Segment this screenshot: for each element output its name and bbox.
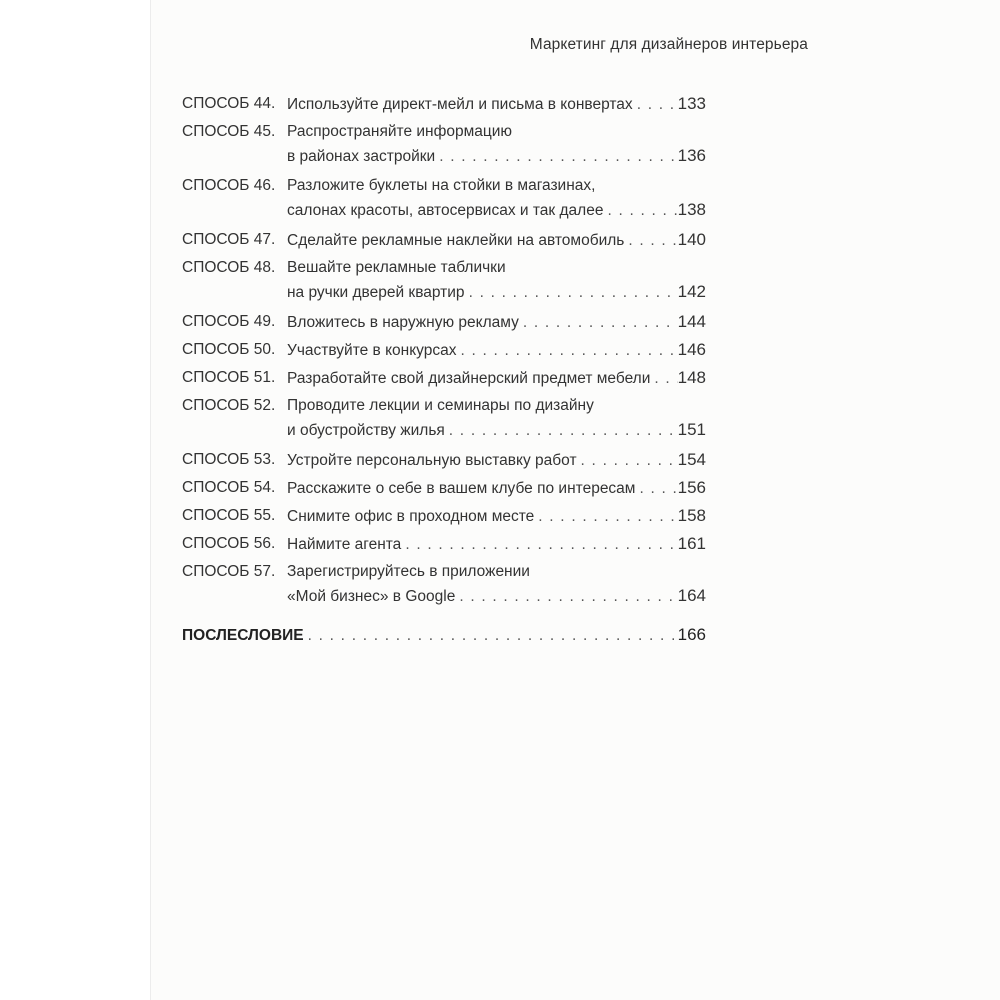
toc-entry-page-number: 136 — [677, 146, 706, 165]
toc-entry-last-line — [287, 448, 706, 473]
toc-entry-label: СПОСОБ 55. — [182, 507, 276, 524]
toc-entry-afterword — [182, 623, 706, 648]
toc-entry — [182, 338, 706, 363]
toc-entry-body — [287, 560, 706, 609]
toc-entry-title-line: салонах красоты, автосервисах и так далее — [287, 202, 604, 219]
toc-entry-page-number: 161 — [677, 534, 706, 553]
toc-entry-label: СПОСОБ 49. — [182, 313, 276, 330]
toc-entry-last-line — [287, 228, 706, 253]
dot-leader — [633, 93, 678, 117]
dot-leader — [455, 585, 677, 609]
toc-entry-page-number: 142 — [677, 282, 706, 301]
toc-entry-body — [287, 228, 706, 253]
dot-leader — [577, 449, 678, 473]
dot-leader — [435, 145, 677, 169]
dot-leader — [457, 339, 678, 363]
toc-entry — [182, 532, 706, 557]
toc-entry-body — [287, 366, 706, 391]
toc-entry-page-number: 144 — [677, 312, 706, 331]
dot-leader — [401, 533, 677, 557]
toc-entry-label: СПОСОБ 53. — [182, 451, 276, 468]
toc-entry-last-line — [287, 310, 706, 335]
dot-leader — [519, 311, 678, 335]
toc-entry-label: СПОСОБ 52. — [182, 397, 276, 414]
toc-entry-last-line — [287, 338, 706, 363]
toc-entry-last-line — [287, 198, 706, 223]
dot-leader — [534, 505, 677, 529]
toc-entry — [182, 310, 706, 335]
toc-entry — [182, 120, 706, 169]
table-of-contents — [182, 92, 706, 648]
toc-entry-page-number: 140 — [677, 230, 706, 249]
toc-entry-title-line: Вешайте рекламные таблички — [287, 259, 506, 276]
toc-entry-label: СПОСОБ 47. — [182, 231, 276, 248]
toc-entry — [182, 366, 706, 391]
toc-entry-page-number: 151 — [677, 420, 706, 439]
toc-entry-title-line: Разработайте свой дизайнерский предмет мебели — [287, 370, 651, 387]
afterword-title: ПОСЛЕСЛОВИЕ — [182, 627, 304, 644]
toc-entry — [182, 228, 706, 253]
toc-entry-body — [287, 448, 706, 473]
dot-leader — [445, 419, 678, 443]
toc-entry-body — [287, 394, 706, 443]
toc-entry — [182, 256, 706, 305]
toc-entry-last-line — [287, 584, 706, 609]
toc-entry-label: СПОСОБ 48. — [182, 259, 276, 276]
toc-entry-title-line: Снимите офис в проходном месте — [287, 508, 535, 525]
dot-leader — [624, 229, 677, 253]
toc-entry-title-line: и обустройству жилья — [287, 422, 445, 439]
toc-entry-label: СПОСОБ 44. — [182, 95, 276, 112]
toc-entry — [182, 448, 706, 473]
toc-entry-body — [287, 256, 706, 305]
toc-entry-body — [287, 338, 706, 363]
toc-entry — [182, 504, 706, 529]
toc-entry-title-line: Проводите лекции и семинары по дизайну — [287, 397, 594, 414]
toc-entry-title-line: Наймите агента — [287, 536, 402, 553]
toc-entry — [182, 476, 706, 501]
dot-leader — [304, 624, 678, 648]
dot-leader — [635, 477, 677, 501]
toc-entry-title-line: Участвуйте в конкурсах — [287, 342, 457, 359]
toc-entry-label: СПОСОБ 56. — [182, 535, 276, 552]
toc-entry-list — [182, 92, 706, 609]
toc-entry-label: СПОСОБ 54. — [182, 479, 276, 496]
toc-entry-body — [287, 174, 706, 223]
toc-entry-last-line — [287, 280, 706, 305]
toc-entry-last-line — [287, 532, 706, 557]
toc-entry-body — [287, 120, 706, 169]
toc-entry-page-number: 146 — [677, 340, 706, 359]
toc-entry-last-line — [287, 476, 706, 501]
toc-entry-title-line: Расскажите о себе в вашем клубе по интересам — [287, 480, 636, 497]
toc-entry — [182, 92, 706, 117]
toc-entry-page-number: 133 — [677, 94, 706, 113]
running-header-title: Маркетинг для дизайнеров интерьера — [529, 36, 808, 53]
dot-leader — [650, 367, 677, 391]
toc-entry-last-line — [287, 144, 706, 169]
toc-entry-page-number: 156 — [677, 478, 706, 497]
toc-entry-title-line: на ручки дверей квартир — [287, 284, 465, 301]
toc-entry-label: СПОСОБ 45. — [182, 123, 276, 140]
dot-leader — [465, 281, 678, 305]
toc-entry — [182, 560, 706, 609]
toc-entry-title-line: «Мой бизнес» в Google — [287, 588, 456, 605]
toc-entry-body — [287, 310, 706, 335]
toc-entry-title-line: Зарегистрируйтесь в приложении — [287, 563, 530, 580]
toc-entry-title-line: Устройте персональную выставку работ — [287, 452, 577, 469]
toc-entry-title-line: Используйте директ-мейл и письма в конвертах — [287, 96, 633, 113]
toc-entry-label: СПОСОБ 50. — [182, 341, 276, 358]
toc-entry-page-number: 148 — [677, 368, 706, 387]
toc-entry-body — [287, 92, 706, 117]
toc-entry-last-line — [287, 504, 706, 529]
toc-entry-label: СПОСОБ 57. — [182, 563, 276, 580]
toc-entry-page-number: 164 — [677, 586, 706, 605]
toc-entry-body — [287, 532, 706, 557]
dot-leader — [603, 199, 677, 223]
toc-entry-last-line — [287, 366, 706, 391]
toc-entry-label: СПОСОБ 46. — [182, 177, 276, 194]
toc-entry-page-number: 154 — [677, 450, 706, 469]
toc-entry-title-line: Разложите буклеты на стойки в магазинах, — [287, 177, 596, 194]
toc-entry-label: СПОСОБ 51. — [182, 369, 276, 386]
toc-entry-title-line: Сделайте рекламные наклейки на автомобиль — [287, 232, 625, 249]
toc-entry — [182, 174, 706, 223]
toc-entry — [182, 394, 706, 443]
toc-entry-page-number: 138 — [677, 200, 706, 219]
toc-entry-body — [287, 504, 706, 529]
afterword-page-number: 166 — [677, 625, 706, 644]
toc-entry-last-line — [287, 418, 706, 443]
toc-entry-page-number: 158 — [677, 506, 706, 525]
toc-entry-title-line: в районах застройки — [287, 148, 436, 165]
toc-entry-last-line — [287, 92, 706, 117]
toc-entry-body — [287, 476, 706, 501]
toc-entry-title-line: Распространяйте информацию — [287, 123, 513, 140]
toc-entry-title-line: Вложитесь в наружную рекламу — [287, 314, 519, 331]
